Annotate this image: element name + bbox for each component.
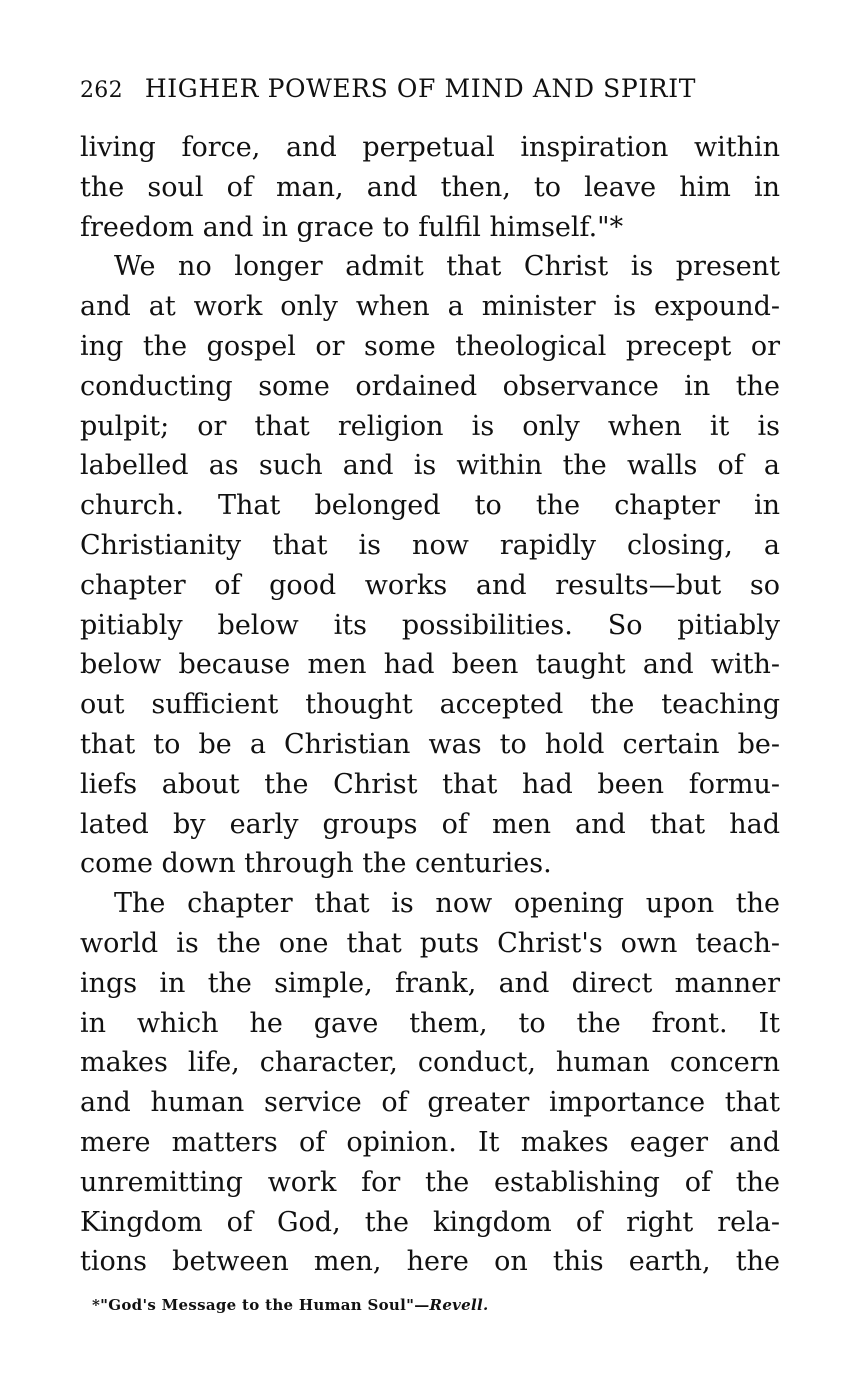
paragraph-christ-present	[80, 247, 780, 884]
text-line: The chapter that is now opening upon the	[114, 888, 780, 920]
text-line: out sufficient thought accepted the teaching	[80, 689, 780, 721]
text-line: come down through the centuries.	[80, 848, 552, 880]
text-line: church. That belonged to the chapter in	[80, 490, 780, 522]
text-line: freedom and in grace to fulfil himself."*	[80, 211, 624, 243]
text-line: ings in the simple, frank, and direct manner	[80, 967, 780, 999]
text-line: Kingdom of God, the kingdom of right rela-	[80, 1206, 780, 1238]
text-line: liefs about the Christ that had been formu-	[80, 768, 780, 800]
text-line: conducting some ordained observance in the	[80, 370, 780, 402]
page-number: 262	[80, 78, 123, 103]
text-line: and at work only when a minister is expound-	[80, 291, 780, 323]
book-page	[80, 72, 780, 1282]
running-head	[80, 72, 780, 106]
text-line: below because men had been taught and with-	[80, 649, 780, 681]
text-line: pulpit; or that religion is only when it is	[80, 410, 780, 442]
text-line: chapter of good works and results—but so	[80, 569, 780, 601]
text-line: that to be a Christian was to hold certain be-	[80, 728, 780, 760]
footnote-publisher: Revell.	[429, 1296, 489, 1314]
text-line: labelled as such and is within the walls of a	[80, 450, 780, 482]
text-line: makes life, character, conduct, human concern	[80, 1047, 780, 1079]
text-line: in which he gave them, to the front. It	[80, 1007, 780, 1039]
text-line: the soul of man, and then, to leave him in	[80, 171, 780, 203]
text-line: ing the gospel or some theological precept or	[80, 330, 780, 362]
text-line: Christianity that is now rapidly closing, a	[80, 529, 780, 561]
footnote-text: *"God's Message to the Human Soul"—	[92, 1296, 430, 1314]
paragraph-continuation	[80, 128, 780, 247]
footnote	[92, 1296, 489, 1314]
running-title: HIGHER POWERS OF MIND AND SPIRIT	[144, 74, 696, 103]
text-line: lated by early groups of men and that had	[80, 808, 780, 840]
text-line: unremitting work for the establishing of the	[80, 1166, 780, 1198]
text-line: and human service of greater importance that	[80, 1087, 780, 1119]
text-line: tions between men, here on this earth, the	[80, 1246, 780, 1278]
text-line: living force, and perpetual inspiration within	[80, 132, 780, 163]
body-text	[80, 128, 780, 1282]
paragraph-new-chapter	[80, 884, 780, 1282]
text-line: world is the one that puts Christ's own teach-	[80, 927, 780, 959]
text-line: mere matters of opinion. It makes eager and	[80, 1126, 780, 1158]
text-line: We no longer admit that Christ is present	[114, 251, 780, 283]
text-line: pitiably below its possibilities. So pitiably	[80, 609, 780, 641]
